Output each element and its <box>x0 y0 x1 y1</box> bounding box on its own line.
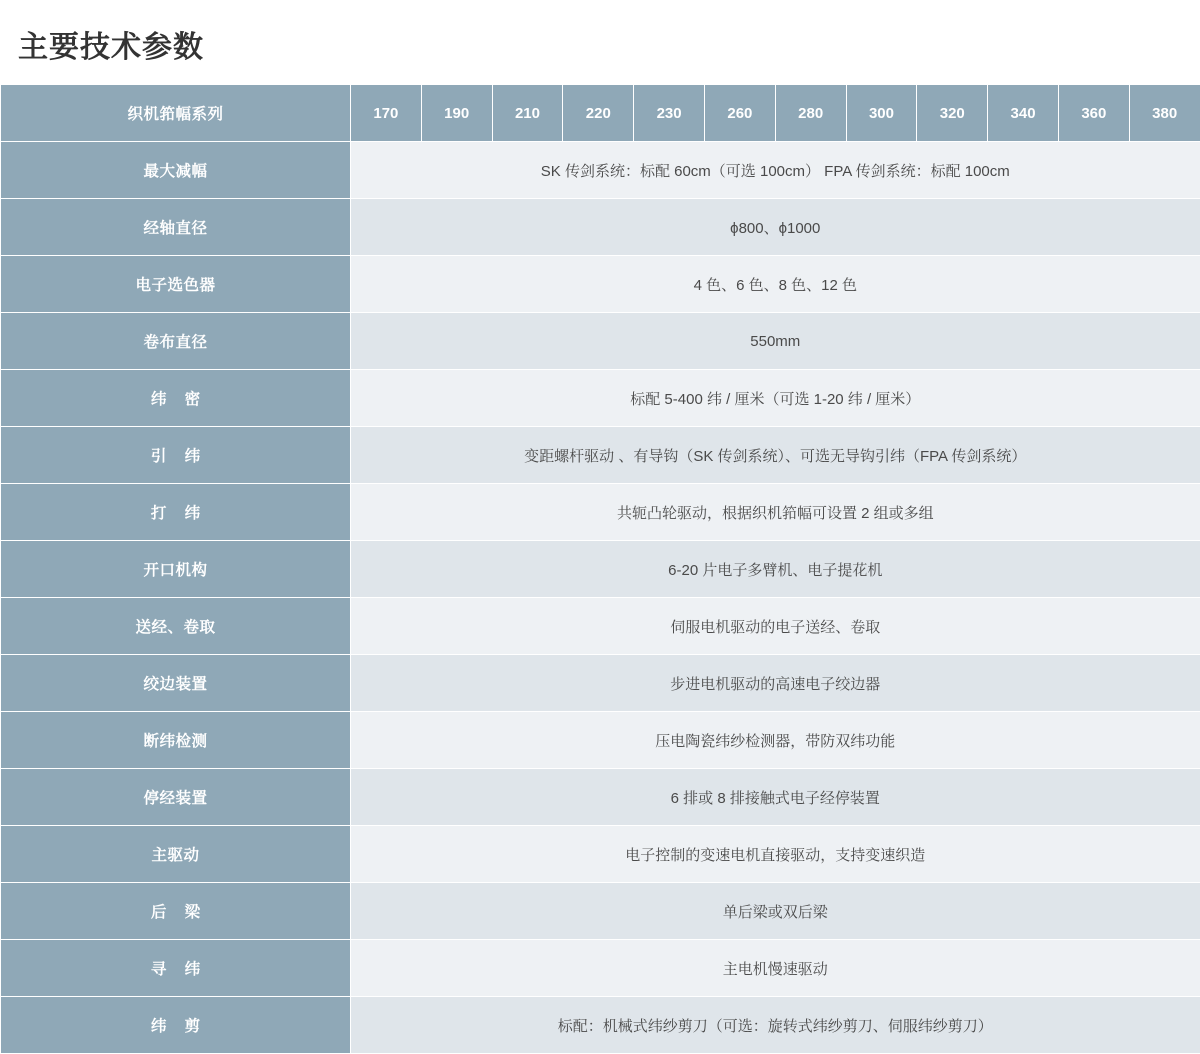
row-label-cell: 主驱动 <box>1 826 351 883</box>
table-row <box>1 655 1200 712</box>
row-value-cell: 伺服电机驱动的电子送经、卷取 <box>351 598 1200 655</box>
header-width-cell: 320 <box>917 85 988 142</box>
row-value-cell: 单后梁或双后梁 <box>351 883 1200 940</box>
table-row <box>1 427 1200 484</box>
table-body <box>1 85 1200 1054</box>
row-label-cell: 寻 纬 <box>1 940 351 997</box>
table-row <box>1 883 1200 940</box>
row-value-cell: 6 排或 8 排接触式电子经停装置 <box>351 769 1200 826</box>
header-width-cell: 220 <box>563 85 634 142</box>
row-value-cell: 6-20 片电子多臂机、电子提花机 <box>351 541 1200 598</box>
row-value-cell: 变距螺杆驱动 、有导钩（SK 传剑系统）、可选无导钩引纬（FPA 传剑系统） <box>351 427 1200 484</box>
header-width-cell: 380 <box>1129 85 1200 142</box>
row-label-cell: 电子选色器 <box>1 256 351 313</box>
row-value-cell: 共轭凸轮驱动，根据织机筘幅可设置 2 组或多组 <box>351 484 1200 541</box>
row-label-cell: 最大减幅 <box>1 142 351 199</box>
row-value-cell: 4 色、6 色、8 色、12 色 <box>351 256 1200 313</box>
header-width-cell: 210 <box>492 85 563 142</box>
table-row <box>1 370 1200 427</box>
row-label-cell: 打 纬 <box>1 484 351 541</box>
header-width-cell: 260 <box>704 85 775 142</box>
row-label-cell: 纬 密 <box>1 370 351 427</box>
table-row <box>1 142 1200 199</box>
table-row <box>1 826 1200 883</box>
header-width-cell: 230 <box>634 85 705 142</box>
table-row <box>1 997 1200 1054</box>
table-header-row <box>1 85 1200 142</box>
header-width-cell: 360 <box>1058 85 1129 142</box>
row-value-cell: 标配：机械式纬纱剪刀（可选：旋转式纬纱剪刀、伺服纬纱剪刀） <box>351 997 1200 1054</box>
table-row <box>1 940 1200 997</box>
row-label-cell: 引 纬 <box>1 427 351 484</box>
table-row <box>1 598 1200 655</box>
row-value-cell: 步进电机驱动的高速电子绞边器 <box>351 655 1200 712</box>
row-value-cell: 550mm <box>351 313 1200 370</box>
row-label-cell: 断纬检测 <box>1 712 351 769</box>
header-width-cell: 170 <box>351 85 422 142</box>
row-value-cell: SK 传剑系统：标配 60cm（可选 100cm） FPA 传剑系统：标配 100cm <box>351 142 1200 199</box>
row-value-cell: 压电陶瓷纬纱检测器，带防双纬功能 <box>351 712 1200 769</box>
table-row <box>1 712 1200 769</box>
table-row <box>1 769 1200 826</box>
row-label-cell: 开口机构 <box>1 541 351 598</box>
table-row <box>1 484 1200 541</box>
row-value-cell: 电子控制的变速电机直接驱动，支持变速织造 <box>351 826 1200 883</box>
header-width-cell: 300 <box>846 85 917 142</box>
row-label-cell: 后 梁 <box>1 883 351 940</box>
specifications-table <box>0 84 1200 1054</box>
table-row <box>1 313 1200 370</box>
row-label-cell: 送经、卷取 <box>1 598 351 655</box>
table-row <box>1 199 1200 256</box>
row-label-cell: 卷布直径 <box>1 313 351 370</box>
row-label-cell: 纬 剪 <box>1 997 351 1054</box>
page-title: 主要技术参数 <box>0 0 1200 84</box>
table-row <box>1 256 1200 313</box>
row-value-cell: ϕ800、ϕ1000 <box>351 199 1200 256</box>
row-value-cell: 标配 5-400 纬 / 厘米（可选 1-20 纬 / 厘米） <box>351 370 1200 427</box>
row-label-cell: 经轴直径 <box>1 199 351 256</box>
row-label-cell: 绞边装置 <box>1 655 351 712</box>
header-label-cell: 织机筘幅系列 <box>1 85 351 142</box>
header-width-cell: 340 <box>988 85 1059 142</box>
header-width-cell: 190 <box>421 85 492 142</box>
header-width-cell: 280 <box>775 85 846 142</box>
table-row <box>1 541 1200 598</box>
row-value-cell: 主电机慢速驱动 <box>351 940 1200 997</box>
row-label-cell: 停经装置 <box>1 769 351 826</box>
